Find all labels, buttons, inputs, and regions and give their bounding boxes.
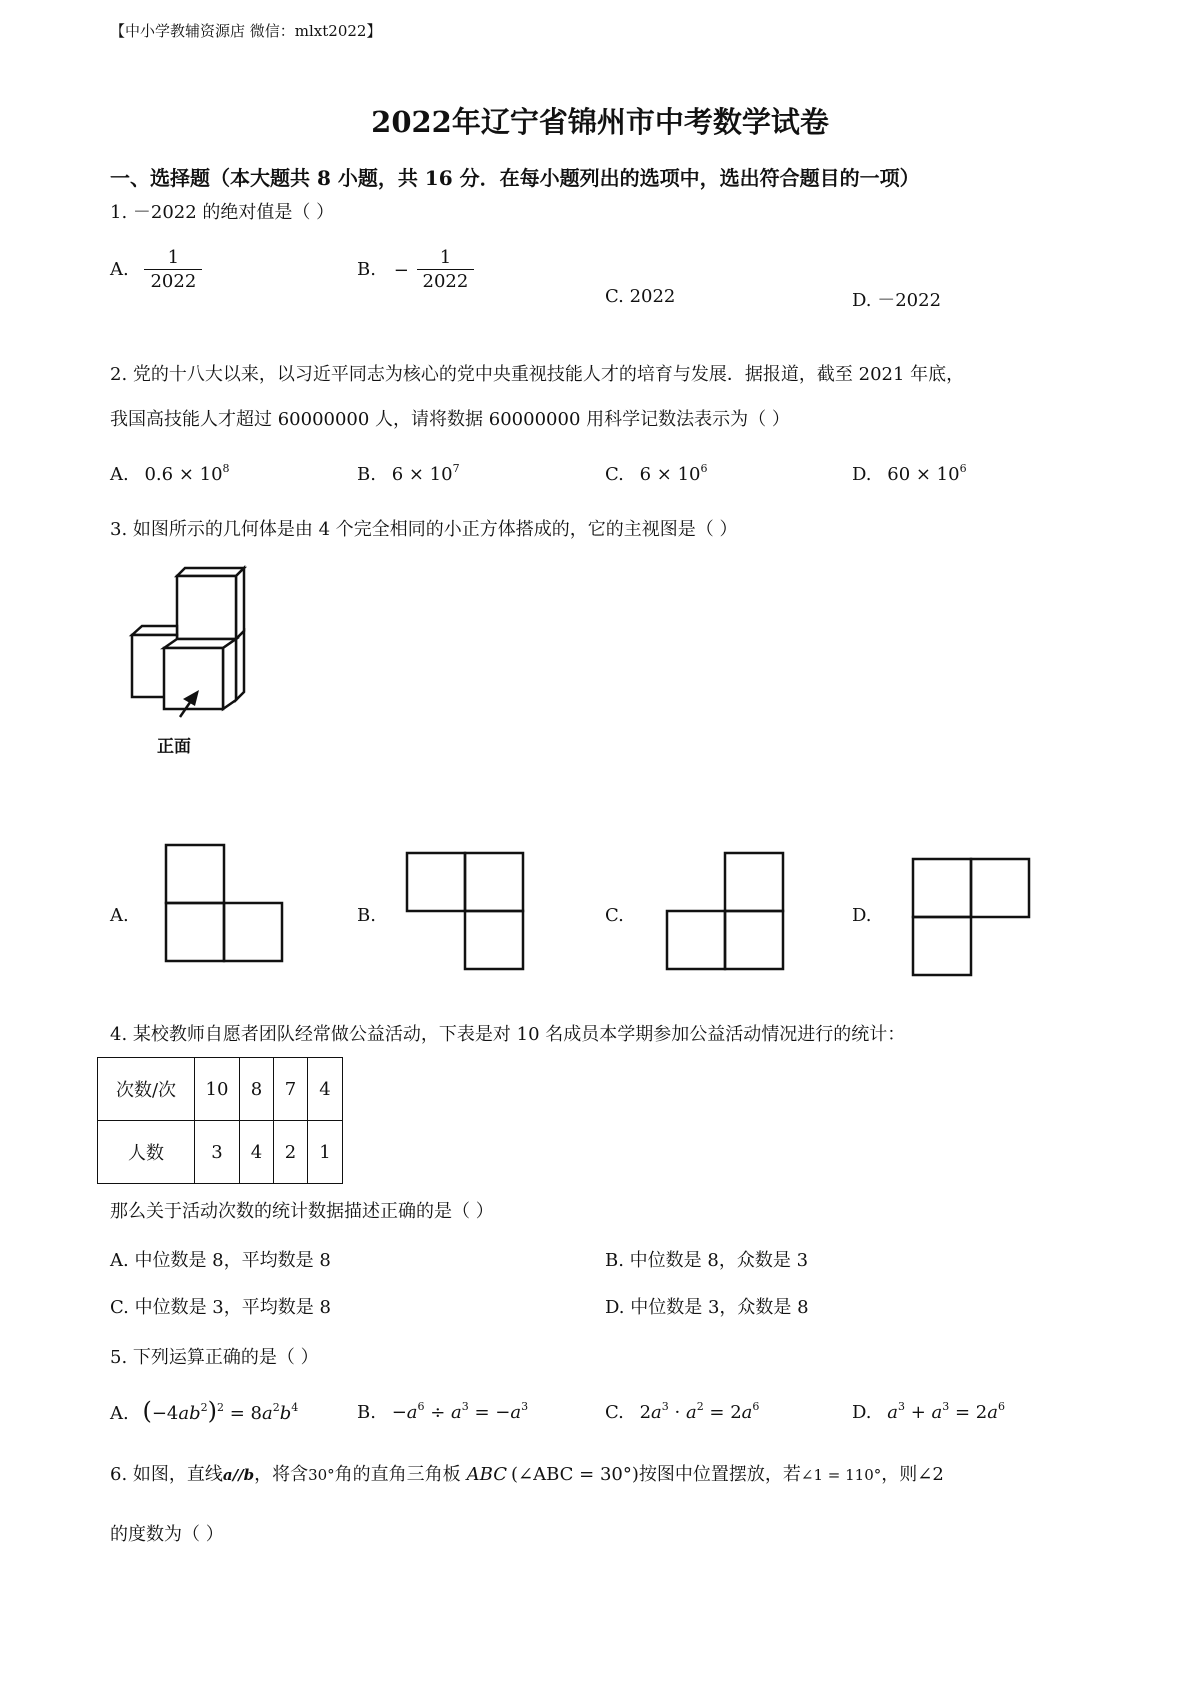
exponent: 6 <box>700 462 708 475</box>
question-5-option-b <box>357 1400 528 1423</box>
table-cell: 7 <box>274 1058 308 1121</box>
denominator: 2022 <box>144 269 202 293</box>
question-4-stem: 4. 某校教师自愿者团队经常做公益活动，下表是对 10 名成员本学期参加公益活动情况进行的统计： <box>110 1024 906 1045</box>
text: ，将含 <box>254 1464 309 1485</box>
base: 6 × 10 <box>391 464 453 485</box>
question-3-stem: 3. 如图所示的几何体是由 4 个完全相同的小正方体搭成的，它的主视图是（ ） <box>110 519 738 540</box>
option-label: A. <box>110 1403 129 1424</box>
option-label: D. <box>852 464 872 485</box>
table-cell: 3 <box>195 1121 240 1184</box>
table-cell: 10 <box>195 1058 240 1121</box>
question-3-option-b-label: B. <box>357 905 376 926</box>
option-expression: $(-4ab^2)^2 = 8a^2b^4$ <box>142 1397 299 1425</box>
option-c-figure <box>660 850 790 980</box>
header-note: 【中小学教辅资源店 微信：mlxt2022】 <box>110 22 382 40</box>
question-2-line2: 我国高技能人才超过 60000000 人，请将数据 60000000 用科学记数法表示为（ ） <box>110 409 790 430</box>
question-5-option-d <box>852 1400 1005 1423</box>
cube-left-top <box>132 626 177 635</box>
question-3-option-c-label: C. <box>605 905 624 926</box>
question-4-option-b: B. 中位数是 8，众数是 3 <box>605 1250 809 1271</box>
option-label: A. <box>110 259 129 281</box>
question-3-option-a-label: A. <box>110 905 129 926</box>
option-expression: $2a^3 \cdot a^2 = 2a^6$ <box>639 1400 760 1423</box>
option-label: B. <box>357 464 376 485</box>
option-value <box>392 464 460 485</box>
fraction <box>417 248 475 292</box>
option-b-figure <box>405 850 535 980</box>
question-1-option-d: D. －2022 <box>852 290 942 311</box>
question-1-option-a <box>110 248 202 292</box>
math-parallel: a//b <box>222 1466 255 1484</box>
text: 角的直角三角板 <box>334 1464 461 1485</box>
option-expression: $-a^6 \div a^3 = -a^3$ <box>391 1400 529 1423</box>
base: 6 × 10 <box>639 464 701 485</box>
option-value <box>144 464 229 485</box>
question-4-option-a: A. 中位数是 8，平均数是 8 <box>110 1250 331 1271</box>
question-2-option-c <box>605 462 707 485</box>
option-label: C. <box>605 1402 624 1423</box>
numerator: 1 <box>439 247 452 268</box>
question-2-option-d <box>852 462 967 485</box>
table-cell: 8 <box>240 1058 274 1121</box>
option-value <box>887 464 966 485</box>
question-2-option-a <box>110 462 230 485</box>
text: 按图中位置摆放，若 <box>638 1464 801 1485</box>
minus-sign: − <box>393 259 409 281</box>
base: 60 × 10 <box>887 464 960 485</box>
table-row <box>98 1058 343 1121</box>
question-6-line2: 的度数为（ ） <box>110 1524 224 1545</box>
exponent: 8 <box>222 462 230 475</box>
question-1-option-c: C. 2022 <box>605 286 676 307</box>
option-a-figure <box>160 840 290 970</box>
question-4-question: 那么关于活动次数的统计数据描述正确的是（ ） <box>110 1201 494 1222</box>
option-label: B. <box>357 259 376 281</box>
table-cell: 2 <box>274 1121 308 1184</box>
question-4-option-d: D. 中位数是 3，众数是 8 <box>605 1297 809 1318</box>
table-cell: 4 <box>240 1121 274 1184</box>
cube-front-side <box>223 639 236 709</box>
numerator: 1 <box>167 247 180 268</box>
option-value <box>640 464 708 485</box>
question-1-stem: 1. －2022 的绝对值是（ ） <box>110 202 335 223</box>
table-cell: 1 <box>308 1121 343 1184</box>
table-cell: 人数 <box>98 1121 195 1184</box>
question-4-option-c: C. 中位数是 3，平均数是 8 <box>110 1297 331 1318</box>
text: ，则∠2 <box>881 1464 944 1485</box>
table-row <box>98 1121 343 1184</box>
math-angle: 30° <box>308 1466 335 1484</box>
base: 0.6 × 10 <box>144 464 223 485</box>
front-label: 正面 <box>157 737 191 757</box>
question-5-option-a <box>110 1397 298 1425</box>
option-label: C. <box>605 464 624 485</box>
question-1-option-b <box>357 248 474 292</box>
question-2-line1: 2. 党的十八大以来，以习近平同志为核心的党中央重视技能人才的培育与发展．据报道，截至 2021 年底， <box>110 364 965 385</box>
math-angle: ∠1 = 110° <box>800 1466 882 1484</box>
exponent: 6 <box>959 462 967 475</box>
table-cell: 4 <box>308 1058 343 1121</box>
math-condition: (∠ABC = 30°) <box>511 1464 639 1485</box>
question-6-line1 <box>110 1460 944 1486</box>
math-triangle: ABC <box>466 1464 508 1485</box>
page-title: 2022年辽宁省锦州市中考数学试卷 <box>371 105 829 139</box>
question-5-stem: 5. 下列运算正确的是（ ） <box>110 1347 319 1368</box>
section-heading: 一、选择题（本大题共 8 小题，共 16 分．在每小题列出的选项中，选出符合题目的一项） <box>110 166 920 190</box>
fraction <box>144 248 202 292</box>
denominator: 2022 <box>417 269 475 293</box>
option-label: D. <box>852 1402 872 1423</box>
option-d-figure <box>910 855 1040 985</box>
cube-figure <box>120 560 280 760</box>
question-3-option-d-label: D. <box>852 905 872 926</box>
cube-top-front <box>177 576 236 639</box>
question-2-option-b <box>357 462 460 485</box>
question-5-option-c <box>605 1400 759 1423</box>
option-label: A. <box>110 464 129 485</box>
option-expression: $a^3 + a^3 = 2a^6$ <box>887 1400 1005 1423</box>
option-label: B. <box>357 1402 376 1423</box>
exponent: 7 <box>452 462 460 475</box>
table-cell: 次数/次 <box>98 1058 195 1121</box>
text: 6. 如图，直线 <box>110 1464 223 1485</box>
statistics-table <box>97 1057 343 1184</box>
